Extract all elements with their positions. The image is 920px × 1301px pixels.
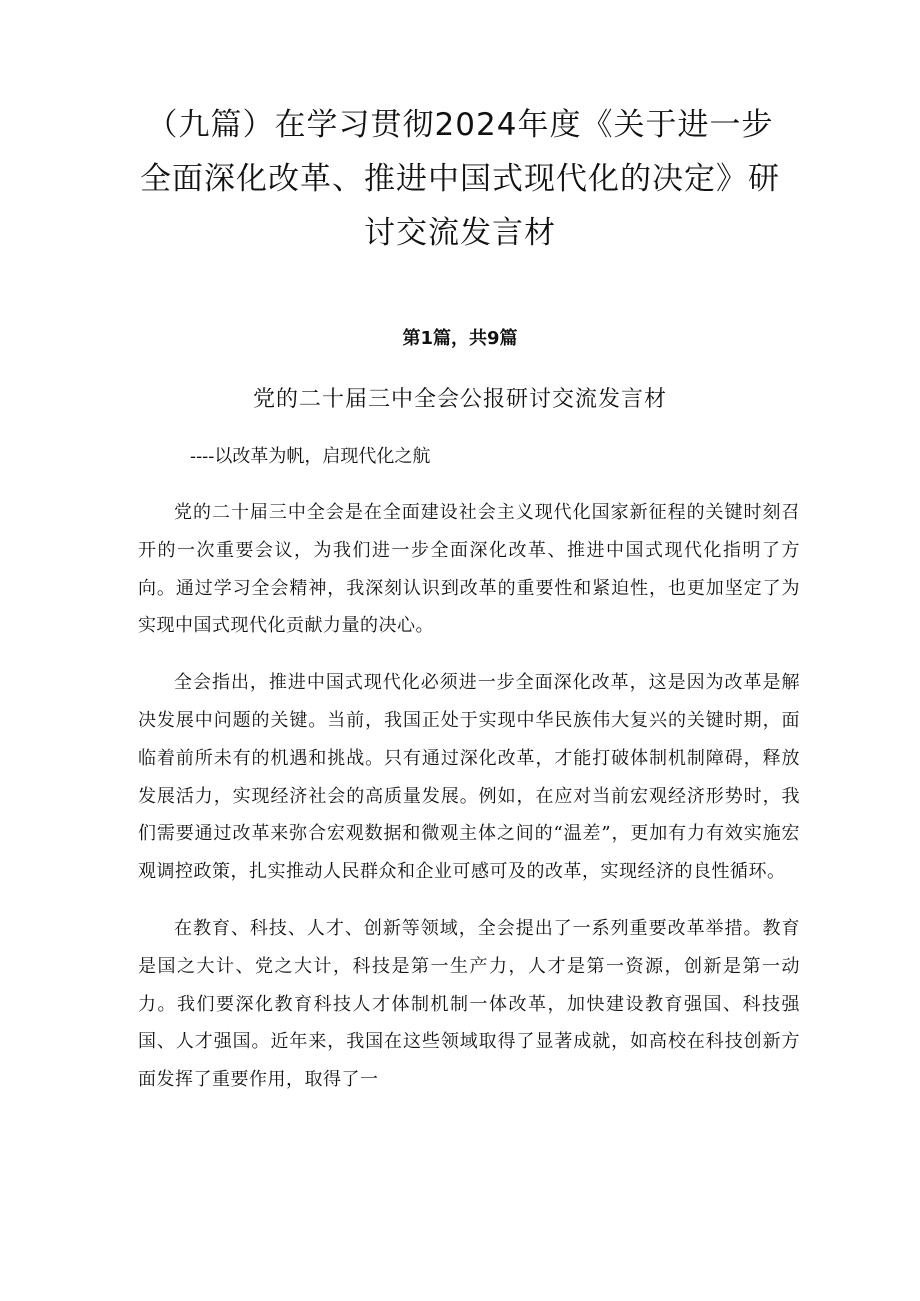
body-text <box>138 494 800 1118</box>
paragraph: 全会指出，推进中国式现代化必须进一步全面深化改革，这是因为改革是解决发展中问题的关键。当前，我国正处于实现中华民族伟大复兴的关键时期，面临着前所未有的机遇和挑战。只有通过深化改革，才能打破体制机制障碍，释放发展活力，实现经济社会的高质量发展。例如，在应对当前宏观经济形势时，我们需要通过改革来弥合宏观数据和微观主体之间的“温差”，更加有力有效实施宏观调控政策，扎实推动人民群众和企业可感可及的改革，实现经济的良性循环。 <box>138 672 800 883</box>
document-title: （九篇）在学习贯彻2024年度《关于进一步全面深化改革、推进中国式现代化的决定》研讨交流发言材 <box>140 107 780 251</box>
article-subtitle: ----以改革为帆，启现代化之航 <box>190 446 431 467</box>
paragraph: 在教育、科技、人才、创新等领域，全会提出了一系列重要改革举措。教育是国之大计、党之大计，科技是第一生产力，人才是第一资源，创新是第一动力。我们要深化教育科技人才体制机制一体改革，加快建设教育强国、科技强国、人才强国。近年来，我国在这些领域取得了显著成就，如高校在科技创新方面发挥了重要作用，取得了一 <box>138 917 800 1091</box>
article-title: 党的二十届三中全会公报研讨交流发言材 <box>252 387 667 412</box>
part-indicator: 第1篇，共9篇 <box>402 328 518 349</box>
paragraph: 党的二十届三中全会是在全面建设社会主义现代化国家新征程的关键时刻召开的一次重要会议，为我们进一步全面深化改革、推进中国式现代化指明了方向。通过学习全会精神，我深刻认识到改革的重要性和紧迫性，也更加坚定了为实现中国式现代化贡献力量的决心。 <box>138 502 800 637</box>
